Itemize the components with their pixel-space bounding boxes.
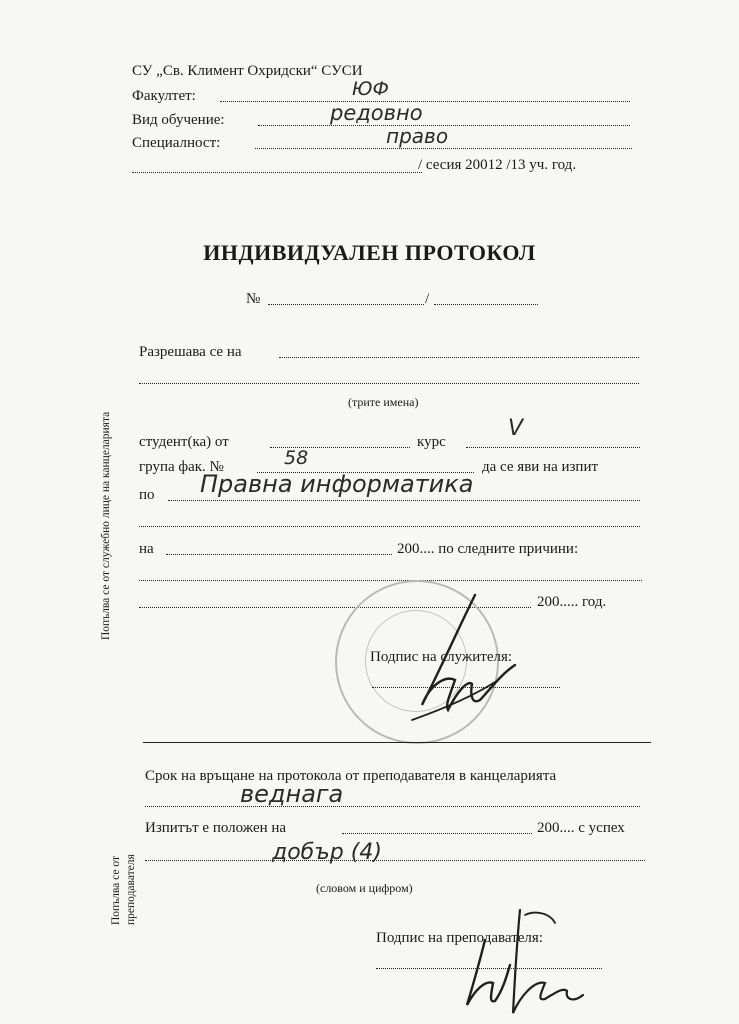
subject-line-2	[139, 526, 640, 527]
date-label: на	[139, 541, 154, 557]
study-form-label: Вид обучение:	[132, 112, 225, 128]
deadline-value: веднага	[240, 780, 344, 808]
exam-passed-label: Изпитът е положен на	[145, 820, 287, 836]
date-line	[166, 554, 392, 555]
teacher-signature-label: Подпис на преподавателя:	[376, 930, 543, 946]
exam-label: да се яви на изпит	[482, 459, 599, 475]
number-line-1	[268, 304, 424, 305]
allows-line	[279, 357, 639, 358]
exam-date-line	[342, 833, 532, 834]
teacher-signature	[455, 895, 605, 1020]
grade-caption: (словом и цифром)	[316, 881, 413, 895]
faculty-value: ЮФ	[352, 78, 389, 100]
subject-value: Правна информатика	[200, 470, 474, 498]
student-label: студент(ка) от	[139, 434, 229, 450]
course-value: V	[508, 416, 524, 441]
clerk-signature-label: Подпис на служителя:	[370, 649, 513, 665]
session-text: / сесия 20012 /13 уч. год.	[418, 157, 577, 173]
course-line	[466, 447, 640, 448]
allows-label: Разрешава се на	[139, 344, 242, 360]
faculty-label: Факултет:	[132, 88, 196, 104]
year-reasons: 200.... по следните причини:	[397, 541, 579, 557]
deadline-label: Срок на връщане на протокола от преподавателя в канцеларията	[145, 768, 557, 784]
number-line-2	[434, 304, 538, 305]
grade-value: добър (4)	[272, 840, 382, 865]
section-divider	[143, 742, 651, 743]
group-value: 58	[284, 447, 309, 469]
university-name: СУ „Св. Климент Охридски“ СУСИ	[132, 63, 363, 79]
specialty-value: право	[386, 124, 449, 148]
specialty-label: Специалност:	[132, 135, 221, 151]
teacher-side-note-2: преподавателя	[125, 854, 137, 925]
office-side-note: Попълва се от служебно лице на канцеларията	[100, 411, 112, 640]
page-title: ИНДИВИДУАЛЕН ПРОТОКОЛ	[203, 240, 536, 265]
faculty-line	[220, 101, 630, 102]
group-label: група фак. №	[139, 459, 224, 475]
course-label: курс	[417, 434, 446, 450]
session-line	[132, 172, 422, 173]
grade-line	[145, 860, 645, 861]
subject-line	[168, 500, 640, 501]
subject-label: по	[139, 487, 155, 503]
names-line	[139, 383, 639, 384]
exam-year: 200.... с успех	[537, 820, 625, 836]
number-separator: /	[425, 291, 430, 307]
study-form-value: редовно	[330, 101, 423, 125]
teacher-side-note-1: Попълва се от	[110, 856, 122, 925]
deadline-line	[145, 806, 640, 807]
reasons-line-1	[139, 580, 642, 581]
number-label: №	[246, 291, 261, 307]
year-end: 200..... год.	[537, 594, 607, 610]
clerk-signature	[400, 580, 530, 730]
names-caption: (трите имена)	[348, 395, 419, 409]
specialty-line	[255, 148, 632, 149]
